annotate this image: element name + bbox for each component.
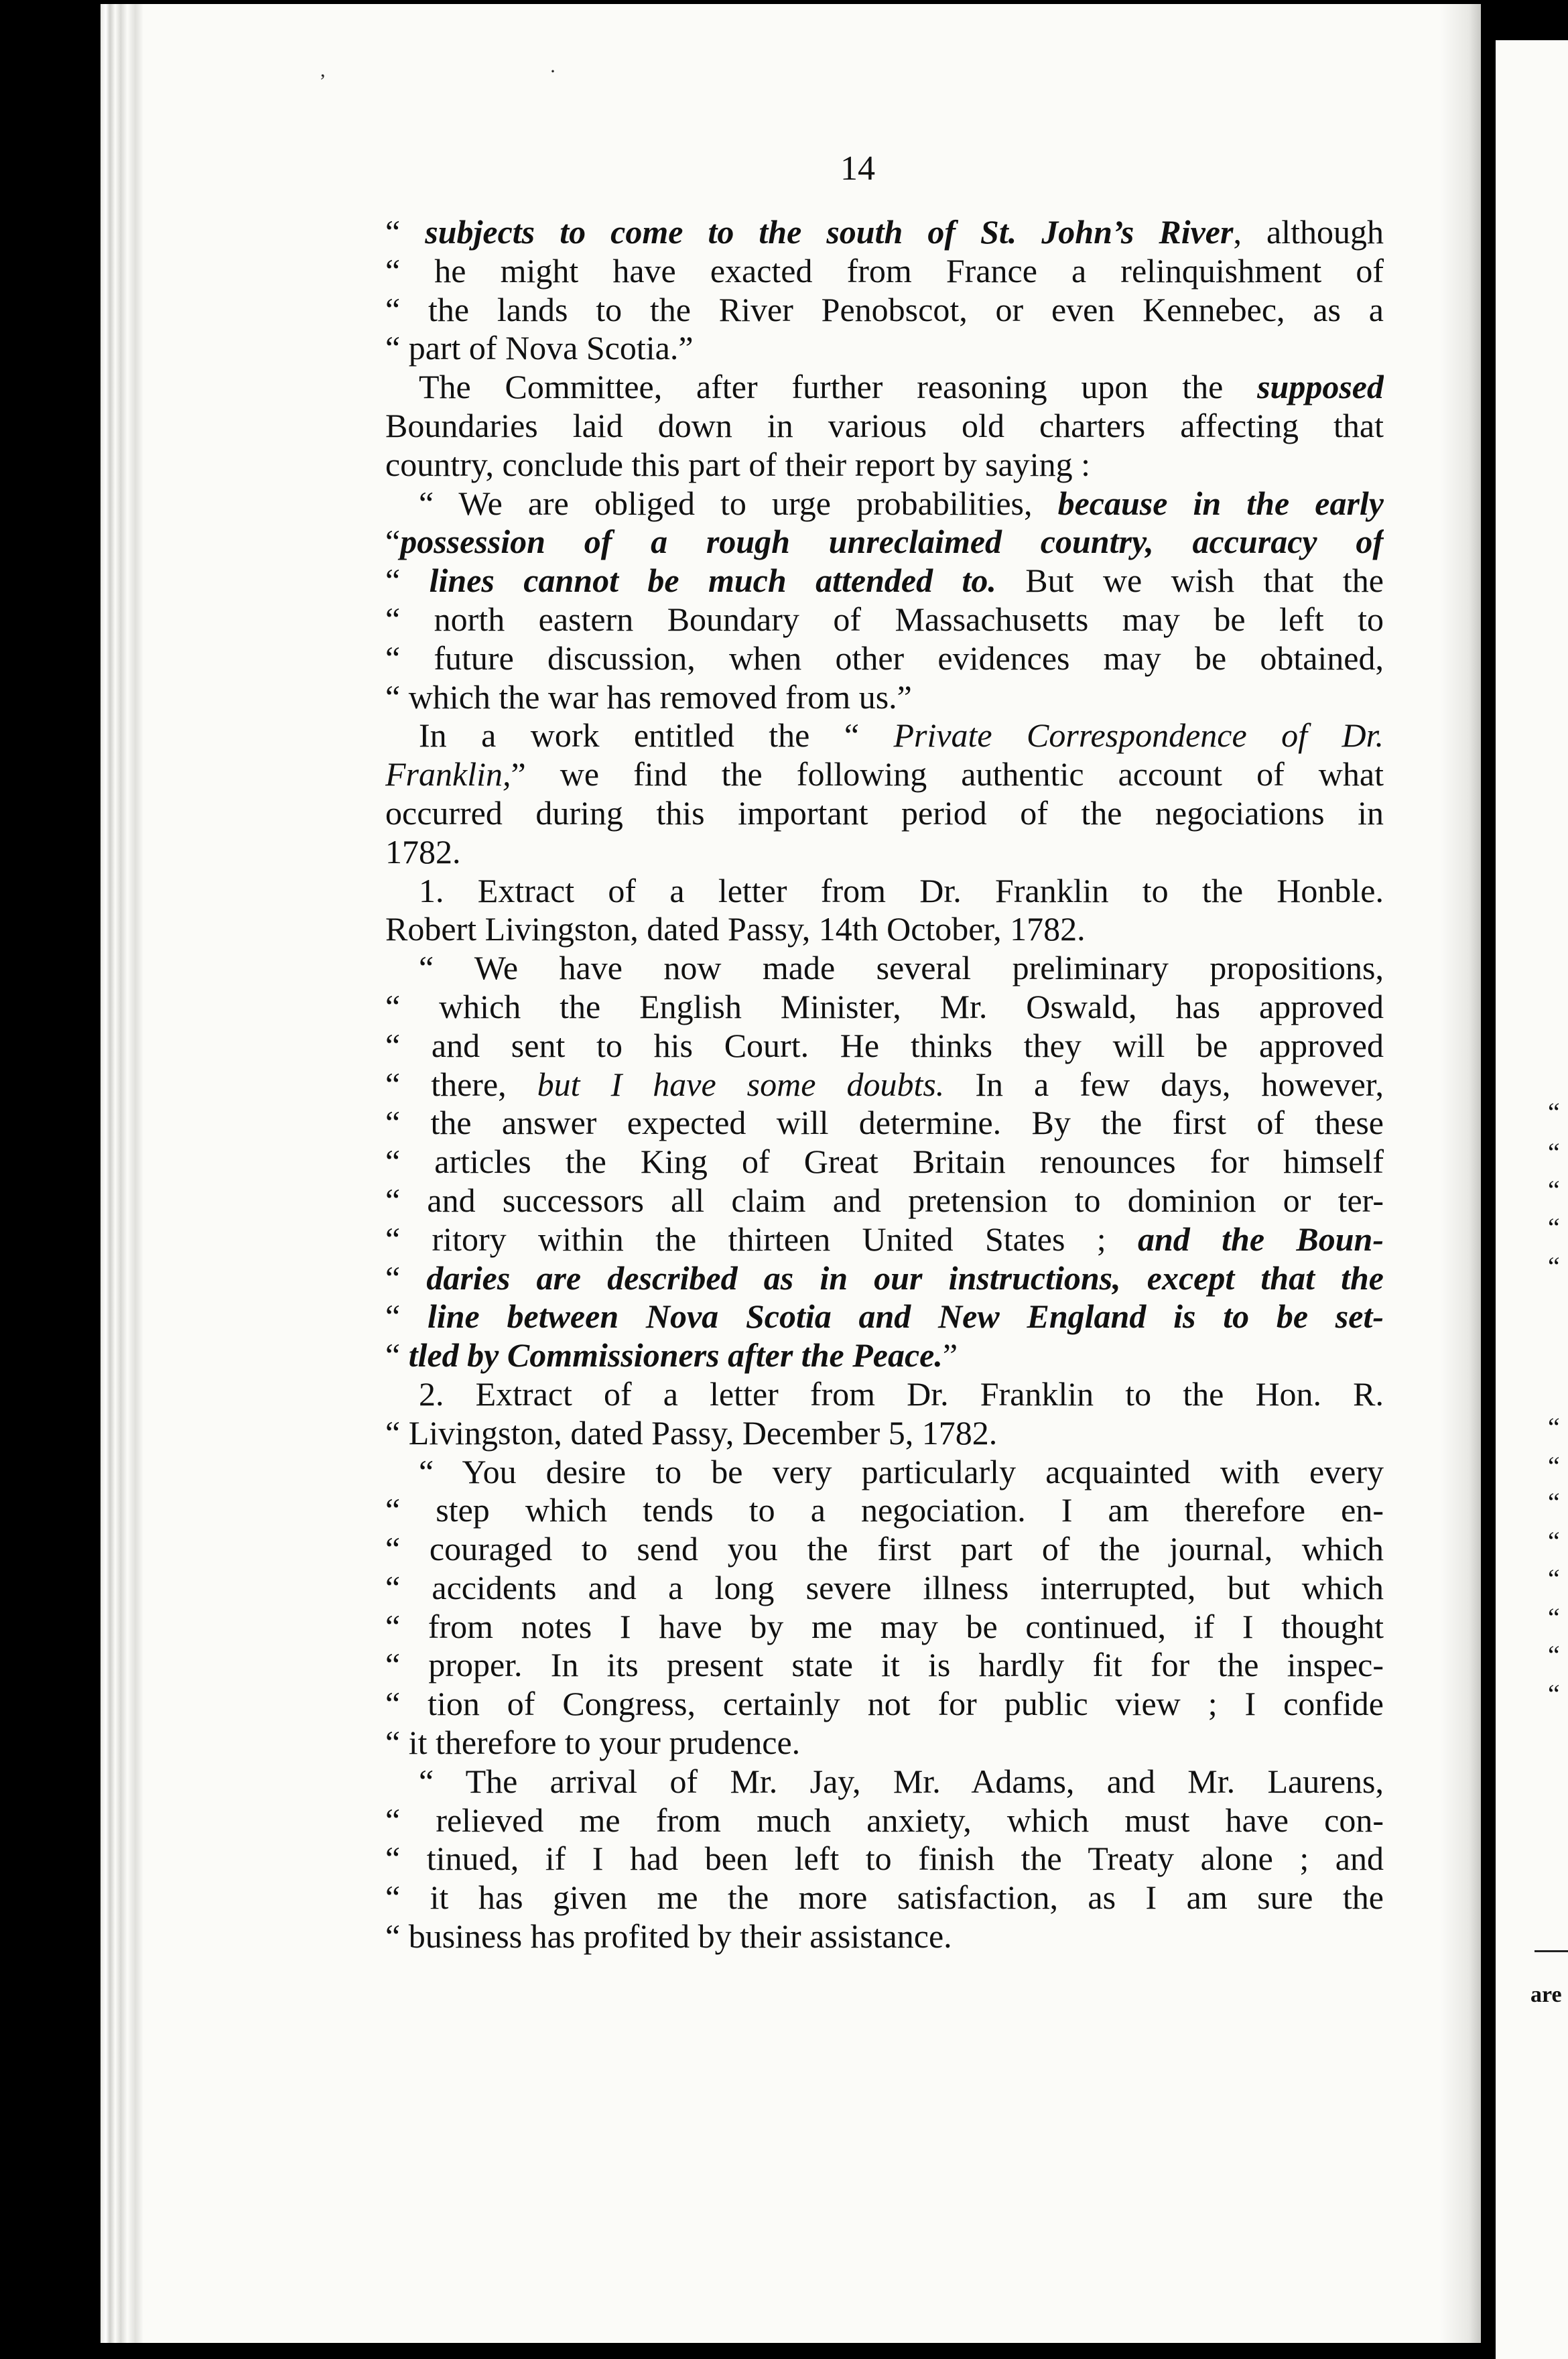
text-run: “ [385, 562, 430, 600]
page-fold-shadow [1441, 4, 1481, 2343]
text-line [385, 1917, 1384, 1956]
text-run: “ relieved me from much anxiety, which must have con- [385, 1801, 1384, 1839]
text-line [385, 1297, 1384, 1336]
emphasized-text: possession of a rough unreclaimed country, accuracy of [400, 523, 1384, 561]
text-line [385, 639, 1384, 678]
page-binding-edge [101, 4, 168, 2343]
text-run: “ [385, 523, 401, 561]
text-line [385, 213, 1384, 252]
text-line [385, 523, 1384, 562]
text-run: “ from notes I have by me may be continued, if I thought [385, 1607, 1384, 1645]
adjacent-page-quote-mark: “ [1548, 1602, 1560, 1633]
text-line [385, 1491, 1384, 1530]
emphasized-text: supposed [1257, 368, 1384, 406]
text-run: country, conclude this part of their report by saying : [385, 445, 1091, 483]
text-run: “ and successors all claim and pretension to dominion or ter- [385, 1181, 1384, 1219]
text-run: “ tion of Congress, certainly not for public view ; I confide [385, 1685, 1384, 1723]
text-run: “ which the English Minister, Mr. Oswald, has approved [385, 987, 1384, 1025]
text-line [385, 1375, 1384, 1414]
text-run: “ We are obliged to urge probabilities, [419, 484, 1058, 522]
adjacent-page-word: are [1530, 1982, 1562, 2007]
text-run: In a work entitled the “ [419, 716, 894, 755]
page-body-text [385, 213, 1384, 1956]
text-run: “ accidents and a long severe illness interrupted, but which [385, 1568, 1384, 1606]
text-run: “ Livingston, dated Passy, December 5, 1782. [385, 1413, 998, 1452]
stray-ink-mark: , [320, 59, 326, 81]
text-line [385, 910, 1384, 949]
text-line [385, 329, 1384, 368]
emphasized-text: tled by Commissioners after the Peace. [408, 1336, 943, 1375]
stray-ink-dot: · [549, 60, 556, 82]
text-run: “ north eastern Boundary of Massachusetts may be left to [385, 600, 1384, 638]
text-line [385, 252, 1384, 291]
emphasized-text: line between Nova Scotia and New England is to be set- [427, 1297, 1384, 1336]
text-run: “ You desire to be very particularly acquainted with every [419, 1452, 1384, 1490]
adjacent-page-quote-mark: “ [1548, 1097, 1560, 1127]
adjacent-page-quote-mark: “ [1548, 1451, 1560, 1481]
text-run: , although [1233, 213, 1384, 251]
text-run: “ business has profited by their assistance. [385, 1917, 952, 1956]
text-run: “ it therefore to your prudence. [385, 1724, 801, 1762]
emphasized-text: but I have some doubts. [537, 1065, 945, 1103]
text-line [385, 562, 1384, 600]
text-run: 1. Extract of a letter from Dr. Franklin to the Honble. [419, 871, 1384, 909]
text-line [385, 1414, 1384, 1453]
text-line [385, 833, 1384, 872]
text-line [385, 1608, 1384, 1647]
text-run: In a few days, however, [944, 1065, 1384, 1103]
emphasized-text: Franklin, [385, 755, 511, 793]
text-run: “ and sent to his Court. He thinks they will be approved [385, 1026, 1384, 1064]
text-run: 1782. [385, 832, 461, 871]
adjacent-page-quote-mark: “ [1548, 1212, 1560, 1242]
text-run: “ ritory within the thirteen United States ; [385, 1220, 1138, 1258]
emphasized-text: subjects to come to the south of St. John’s River [425, 213, 1234, 251]
text-run: “ [385, 213, 426, 251]
emphasized-text: because in the early [1057, 484, 1384, 522]
text-line [385, 716, 1384, 755]
text-line [385, 1878, 1384, 1917]
text-run: “ tinued, if I had been left to finish the Treaty alone ; and [385, 1840, 1384, 1878]
text-line [385, 1027, 1384, 1066]
text-line [385, 678, 1384, 717]
text-run: “ We have now made several preliminary propositions, [419, 949, 1384, 987]
adjacent-page-rule [1534, 1950, 1568, 1952]
text-line [385, 291, 1384, 330]
text-line [385, 1763, 1384, 1801]
text-line [385, 1569, 1384, 1608]
text-run: “ articles the King of Great Britain renounces for himself [385, 1143, 1384, 1181]
text-run: occurred during this important period of the negociations in [385, 793, 1384, 832]
text-line [385, 446, 1384, 485]
text-run: “ he might have exacted from France a relinquishment of [385, 251, 1384, 290]
text-line [385, 1336, 1384, 1375]
adjacent-page-quote-mark: “ [1548, 1564, 1560, 1594]
text-line [385, 1724, 1384, 1763]
text-line [385, 1646, 1384, 1685]
text-run: “ there, [385, 1065, 537, 1103]
text-line [385, 600, 1384, 639]
text-run: “ [385, 1297, 428, 1336]
page-number: 14 [840, 149, 875, 188]
emphasized-text: Private Correspondence of Dr. [893, 716, 1384, 755]
text-run: “ which the war has removed from us.” [385, 678, 912, 716]
adjacent-page-quote-mark: “ [1548, 1137, 1560, 1167]
text-run: The Committee, after further reasoning upon the [419, 368, 1258, 406]
text-run: “ the lands to the River Penobscot, or even Kennebec, as a [385, 290, 1384, 328]
text-run: ” we find the following authentic account of what [511, 755, 1384, 793]
emphasized-text: lines cannot be much attended to. [429, 562, 996, 600]
text-line [385, 794, 1384, 833]
adjacent-page-quote-mark: “ [1548, 1412, 1560, 1442]
text-line [385, 1066, 1384, 1104]
adjacent-page-quote-mark: “ [1548, 1640, 1560, 1670]
text-line [385, 485, 1384, 523]
adjacent-page-quote-mark: “ [1548, 1526, 1560, 1556]
text-run: “ [385, 1259, 427, 1297]
text-run: “ future discussion, when other evidences may be obtained, [385, 639, 1384, 677]
text-run: “ The arrival of Mr. Jay, Mr. Adams, and Mr. Laurens, [419, 1762, 1384, 1800]
text-line [385, 1182, 1384, 1220]
text-line [385, 988, 1384, 1027]
text-line [385, 1685, 1384, 1724]
text-run: “ step which tends to a negociation. I am therefore en- [385, 1491, 1384, 1529]
adjacent-page-quote-mark: “ [1548, 1251, 1560, 1281]
adjacent-page-quote-mark: “ [1548, 1487, 1560, 1517]
emphasized-text: daries are described as in our instructions, except that the [426, 1259, 1384, 1297]
emphasized-text: and the Boun- [1138, 1220, 1384, 1258]
text-run: “ part of Nova Scotia.” [385, 329, 694, 367]
text-run: Boundaries laid down in various old charters affecting that [385, 406, 1384, 444]
text-line [385, 1840, 1384, 1878]
text-run: “ it has given me the more satisfaction, as I am sure the [385, 1878, 1384, 1917]
text-line [385, 949, 1384, 988]
adjacent-page-quote-mark: “ [1548, 1175, 1560, 1205]
text-line [385, 872, 1384, 911]
text-line [385, 755, 1384, 794]
text-run: Robert Livingston, dated Passy, 14th October, 1782. [385, 910, 1086, 948]
text-run: “ [385, 1336, 409, 1375]
text-line [385, 1453, 1384, 1492]
text-run: “ the answer expected will determine. By the first of these [385, 1104, 1384, 1142]
text-line [385, 407, 1384, 446]
text-line [385, 1104, 1384, 1143]
text-line [385, 1259, 1384, 1298]
text-line [385, 1143, 1384, 1182]
adjacent-page-quote-mark: “ [1548, 1679, 1560, 1709]
text-run: ” [942, 1336, 958, 1375]
text-line [385, 1220, 1384, 1259]
text-run: “ couraged to send you the first part of the journal, which [385, 1530, 1384, 1568]
text-line [385, 368, 1384, 407]
text-run: 2. Extract of a letter from Dr. Franklin to the Hon. R. [419, 1375, 1384, 1413]
text-line [385, 1530, 1384, 1569]
text-run: “ proper. In its present state it is hardly fit for the inspec- [385, 1646, 1384, 1684]
text-line [385, 1801, 1384, 1840]
text-run: But we wish that the [996, 562, 1384, 600]
